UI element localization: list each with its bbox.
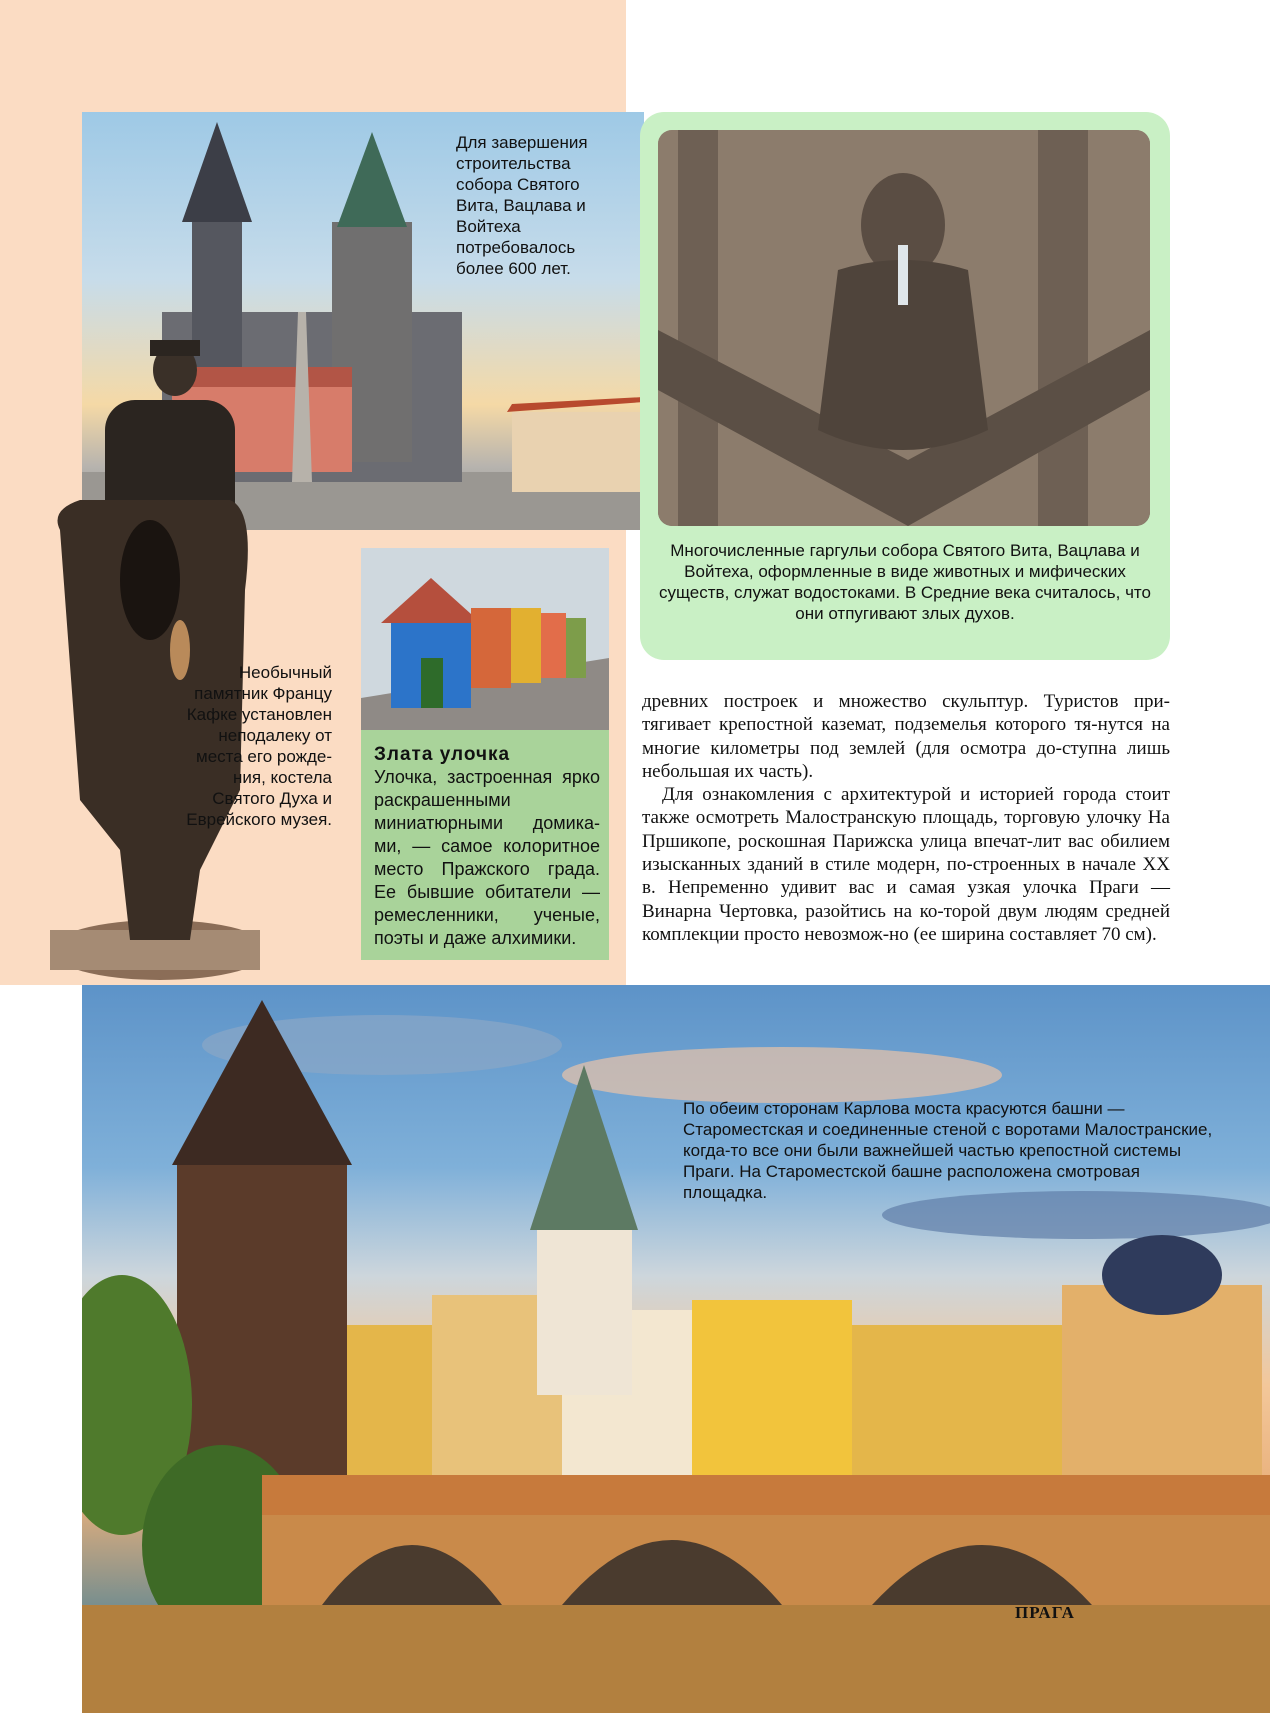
body-text [642,690,1170,946]
golden-lane-title: Злата улочка [374,744,511,765]
cathedral-caption: Для завершения строительства собора Святого Вита, Вацлава и Войтеха потребовалось более 600 лет. [456,133,588,278]
charles-bridge-photo [82,985,1270,1713]
gargoyle-caption: Многочисленные гаргульи собора Святого Вита, Вацлава и Войтеха, оформленные в виде животных и мифических существ, служат водостоками. В Средние века считалось, что они отпугивают злых духов. [659,541,1151,623]
bridge-caption: По обеим сторонам Карлова моста красуются башни — Староместская и соединенные стеной с воротами Малостранские, когда-то все они были важнейшей частью крепостной системы Праги. На Староместской башне расположена смотровая площадка. [683,1099,1213,1202]
body-paragraph-2: Для ознакомления с архитектурой и историей города стоит также осмотреть Малостранскую площадь, торговую улочку На Пршикопе, роскошная Парижска улица впечат-лит вас обилием изысканных зданий в стиле модерн, по-строенных в начале XX в. Непременно удивит вас и самая узкая улочка Праги — Винарна Чертовка, разойтись на ко-торой двум людям средней комплекции просто невозмож-но (ее ширина составляет 70 см). [642,784,1170,945]
kafka-statue-photo [40,330,260,985]
gargoyle-photo [658,130,1150,526]
body-paragraph-1: древних построек и множество скульптур. Туристов при-тягивает крепостной каземат, подземелья которого тя-нутся на многие километры под землей (для осмотра до-ступна лишь небольшая их часть). [642,691,1170,782]
running-head: ПРАГА [1015,1603,1075,1622]
golden-lane-photo [361,548,609,730]
golden-lane-text: Улочка, застроенная ярко раскрашенными миниатюрными домика-ми, — самое колоритное место Пражского града. Ее бывшие обитатели — ремесленники, ученые, поэты и даже алхимики. [374,767,600,948]
kafka-caption: Необычный памятник Францу Кафке установлен неподалеку от места его рожде-ния, костела Святого Духа и Еврейского музея. [186,663,332,829]
